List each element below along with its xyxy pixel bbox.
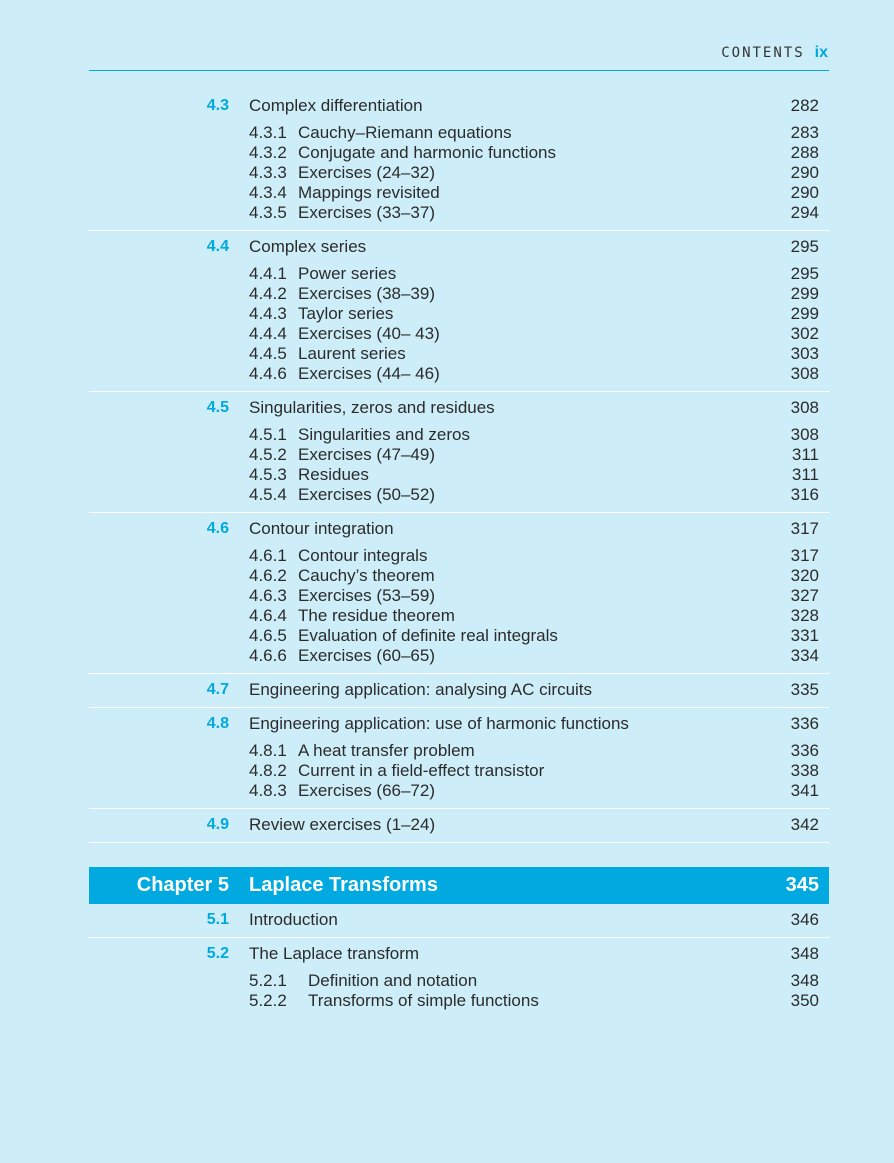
subsection-row[interactable] bbox=[89, 264, 829, 284]
subsection-title: Transforms of simple functions bbox=[308, 991, 539, 1010]
section-title: Review exercises (1–24) bbox=[249, 815, 436, 834]
subsection-number: 4.3.1 bbox=[249, 123, 287, 142]
subsection-row[interactable] bbox=[89, 364, 829, 384]
subsection-title: A heat transfer problem bbox=[298, 741, 475, 760]
subsection-page: 328 bbox=[790, 606, 819, 625]
subsection-page: 350 bbox=[790, 991, 819, 1010]
section-page: 336 bbox=[790, 714, 819, 733]
section-title: The Laplace transform bbox=[249, 944, 420, 963]
section-heading-row[interactable] bbox=[89, 944, 829, 964]
toc-section bbox=[89, 708, 829, 809]
subsection-title: Exercises (44– 46) bbox=[298, 364, 440, 383]
toc-section bbox=[89, 904, 829, 938]
subsection-row[interactable] bbox=[89, 445, 829, 465]
subsection-number: 4.6.4 bbox=[249, 606, 287, 625]
subsection-number: 5.2.1 bbox=[249, 971, 287, 990]
subsection-row[interactable] bbox=[89, 203, 829, 223]
subsection-page: 294 bbox=[790, 203, 819, 222]
subsection-row[interactable] bbox=[89, 304, 829, 324]
subsection-row[interactable] bbox=[89, 646, 829, 666]
subsection-page: 334 bbox=[790, 646, 819, 665]
subsection-page: 317 bbox=[790, 546, 819, 565]
subsection-row[interactable] bbox=[89, 123, 829, 143]
subsection-row[interactable] bbox=[89, 626, 829, 646]
subsection-number: 4.6.2 bbox=[249, 566, 287, 585]
subsection-row[interactable] bbox=[89, 425, 829, 445]
toc-section bbox=[89, 674, 829, 708]
chapter-title: Laplace Transforms bbox=[249, 874, 438, 896]
subsection-number: 4.3.2 bbox=[249, 143, 287, 162]
chapter-label: Chapter 5 bbox=[136, 874, 229, 896]
subsection-title: Definition and notation bbox=[308, 971, 478, 990]
subsection-number: 4.6.6 bbox=[249, 646, 287, 665]
subsection-row[interactable] bbox=[89, 741, 829, 761]
subsection-number: 4.5.2 bbox=[249, 445, 287, 464]
subsection-title: Exercises (60–65) bbox=[298, 646, 436, 665]
subsection-title: Contour integrals bbox=[298, 546, 428, 565]
section-page: 295 bbox=[790, 237, 819, 256]
section-number: 5.2 bbox=[206, 945, 229, 962]
subsection-number: 4.3.5 bbox=[249, 203, 287, 222]
subsection-page: 290 bbox=[790, 163, 819, 182]
subsection-number: 4.3.3 bbox=[249, 163, 287, 182]
subsection-page: 303 bbox=[790, 344, 819, 363]
chapter-heading[interactable] bbox=[89, 867, 829, 904]
section-number: 4.3 bbox=[206, 97, 229, 114]
subsection-number: 4.4.5 bbox=[249, 344, 287, 363]
subsection-title: Current in a field-effect transistor bbox=[298, 761, 545, 780]
page-number: ix bbox=[814, 44, 828, 61]
section-page: 348 bbox=[790, 944, 819, 963]
section-number: 4.5 bbox=[206, 399, 229, 416]
subsection-page: 288 bbox=[790, 143, 819, 162]
section-heading-row[interactable] bbox=[89, 237, 829, 257]
subsection-page: 295 bbox=[790, 264, 819, 283]
subsection-title: Cauchy–Riemann equations bbox=[298, 123, 512, 142]
subsection-number: 4.8.2 bbox=[249, 761, 287, 780]
subsection-title: The residue theorem bbox=[298, 606, 455, 625]
subsection-number: 5.2.2 bbox=[249, 991, 287, 1010]
section-heading-row[interactable] bbox=[89, 680, 829, 700]
subsection-page: 308 bbox=[790, 364, 819, 383]
subsection-row[interactable] bbox=[89, 566, 829, 586]
subsection-page: 341 bbox=[790, 781, 819, 800]
subsection-title: Exercises (38–39) bbox=[298, 284, 436, 303]
subsection-number: 4.6.1 bbox=[249, 546, 287, 565]
section-page: 308 bbox=[790, 398, 819, 417]
subsection-row[interactable] bbox=[89, 183, 829, 203]
subsection-row[interactable] bbox=[89, 971, 829, 991]
section-heading-row[interactable] bbox=[89, 910, 829, 930]
section-heading-row[interactable] bbox=[89, 398, 829, 418]
subsection-row[interactable] bbox=[89, 991, 829, 1011]
running-header bbox=[721, 44, 828, 62]
subsection-page: 320 bbox=[790, 566, 819, 585]
subsection-number: 4.4.4 bbox=[249, 324, 287, 343]
section-title: Contour integration bbox=[249, 519, 394, 538]
section-title: Complex series bbox=[249, 237, 367, 256]
toc-section bbox=[89, 938, 829, 1018]
section-page: 282 bbox=[790, 96, 819, 115]
subsection-page: 348 bbox=[790, 971, 819, 990]
subsection-row[interactable] bbox=[89, 606, 829, 626]
subsection-number: 4.5.3 bbox=[249, 465, 287, 484]
subsection-number: 4.8.3 bbox=[249, 781, 287, 800]
subsection-page: 302 bbox=[790, 324, 819, 343]
section-page: 346 bbox=[790, 910, 819, 929]
section-title: Introduction bbox=[249, 910, 338, 929]
toc-section bbox=[89, 231, 829, 392]
subsection-row[interactable] bbox=[89, 586, 829, 606]
section-number: 5.1 bbox=[206, 911, 229, 928]
section-number: 4.7 bbox=[206, 681, 229, 698]
section-number: 4.9 bbox=[206, 816, 229, 833]
section-number: 4.6 bbox=[206, 520, 229, 537]
subsection-row[interactable] bbox=[89, 284, 829, 304]
subsection-title: Conjugate and harmonic functions bbox=[298, 143, 556, 162]
subsection-title: Taylor series bbox=[298, 304, 394, 323]
subsection-number: 4.4.1 bbox=[249, 264, 287, 283]
header-rule bbox=[89, 70, 829, 71]
section-heading-row[interactable] bbox=[89, 815, 829, 835]
toc-section bbox=[89, 513, 829, 674]
subsection-page: 299 bbox=[790, 304, 819, 323]
subsection-number: 4.8.1 bbox=[249, 741, 287, 760]
subsection-title: Exercises (47–49) bbox=[298, 445, 436, 464]
subsection-row[interactable] bbox=[89, 761, 829, 781]
subsection-number: 4.6.5 bbox=[249, 626, 287, 645]
subsection-title: Power series bbox=[298, 264, 397, 283]
subsection-title: Exercises (66–72) bbox=[298, 781, 436, 800]
subsection-number: 4.3.4 bbox=[249, 183, 287, 202]
subsection-page: 316 bbox=[790, 485, 819, 504]
subsection-page: 290 bbox=[790, 183, 819, 202]
subsection-page: 283 bbox=[790, 123, 819, 142]
subsection-title: Exercises (40– 43) bbox=[298, 324, 440, 343]
section-page: 342 bbox=[790, 815, 819, 834]
subsection-row[interactable] bbox=[89, 344, 829, 364]
subsection-page: 336 bbox=[790, 741, 819, 760]
sections-chapter-4 bbox=[89, 90, 829, 843]
subsection-title: Residues bbox=[298, 465, 369, 484]
section-title: Singularities, zeros and residues bbox=[249, 398, 495, 417]
section-title: Complex differentiation bbox=[249, 96, 423, 115]
section-heading-row[interactable] bbox=[89, 96, 829, 116]
subsection-page: 311 bbox=[791, 465, 819, 484]
subsection-row[interactable] bbox=[89, 324, 829, 344]
chapter-page: 345 bbox=[785, 874, 819, 896]
sections-chapter-5 bbox=[89, 904, 829, 1018]
subsection-title: Mappings revisited bbox=[298, 183, 440, 202]
subsection-number: 4.4.3 bbox=[249, 304, 287, 323]
subsection-page: 308 bbox=[790, 425, 819, 444]
section-heading-row[interactable] bbox=[89, 519, 829, 539]
header-label: CONTENTS bbox=[721, 45, 805, 61]
subsection-row[interactable] bbox=[89, 465, 829, 485]
subsection-title: Laurent series bbox=[298, 344, 406, 363]
subsection-title: Singularities and zeros bbox=[298, 425, 470, 444]
subsection-number: 4.4.6 bbox=[249, 364, 287, 383]
subsection-number: 4.5.1 bbox=[249, 425, 287, 444]
subsection-page: 331 bbox=[790, 626, 819, 645]
section-page: 317 bbox=[790, 519, 819, 538]
subsection-page: 338 bbox=[790, 761, 819, 780]
subsection-title: Cauchy’s theorem bbox=[298, 566, 435, 585]
section-number: 4.4 bbox=[206, 238, 229, 255]
section-title: Engineering application: use of harmonic functions bbox=[249, 714, 629, 733]
subsection-row[interactable] bbox=[89, 143, 829, 163]
subsection-title: Evaluation of definite real integrals bbox=[298, 626, 558, 645]
toc-section bbox=[89, 809, 829, 843]
section-number: 4.8 bbox=[206, 715, 229, 732]
chapter-gap bbox=[89, 843, 829, 867]
toc-section bbox=[89, 90, 829, 231]
subsection-number: 4.6.3 bbox=[249, 586, 287, 605]
section-heading-row[interactable] bbox=[89, 714, 829, 734]
subsection-title: Exercises (53–59) bbox=[298, 586, 436, 605]
section-title: Engineering application: analysing AC circuits bbox=[249, 680, 593, 699]
subsection-title: Exercises (24–32) bbox=[298, 163, 436, 182]
table-of-contents bbox=[89, 90, 829, 1018]
toc-section bbox=[89, 392, 829, 513]
subsection-row[interactable] bbox=[89, 546, 829, 566]
subsection-page: 311 bbox=[791, 445, 819, 464]
subsection-number: 4.5.4 bbox=[249, 485, 287, 504]
subsection-row[interactable] bbox=[89, 781, 829, 801]
subsection-row[interactable] bbox=[89, 485, 829, 505]
subsection-page: 299 bbox=[790, 284, 819, 303]
section-page: 335 bbox=[790, 680, 819, 699]
subsection-row[interactable] bbox=[89, 163, 829, 183]
subsection-title: Exercises (33–37) bbox=[298, 203, 436, 222]
subsection-title: Exercises (50–52) bbox=[298, 485, 436, 504]
subsection-number: 4.4.2 bbox=[249, 284, 287, 303]
subsection-page: 327 bbox=[790, 586, 819, 605]
